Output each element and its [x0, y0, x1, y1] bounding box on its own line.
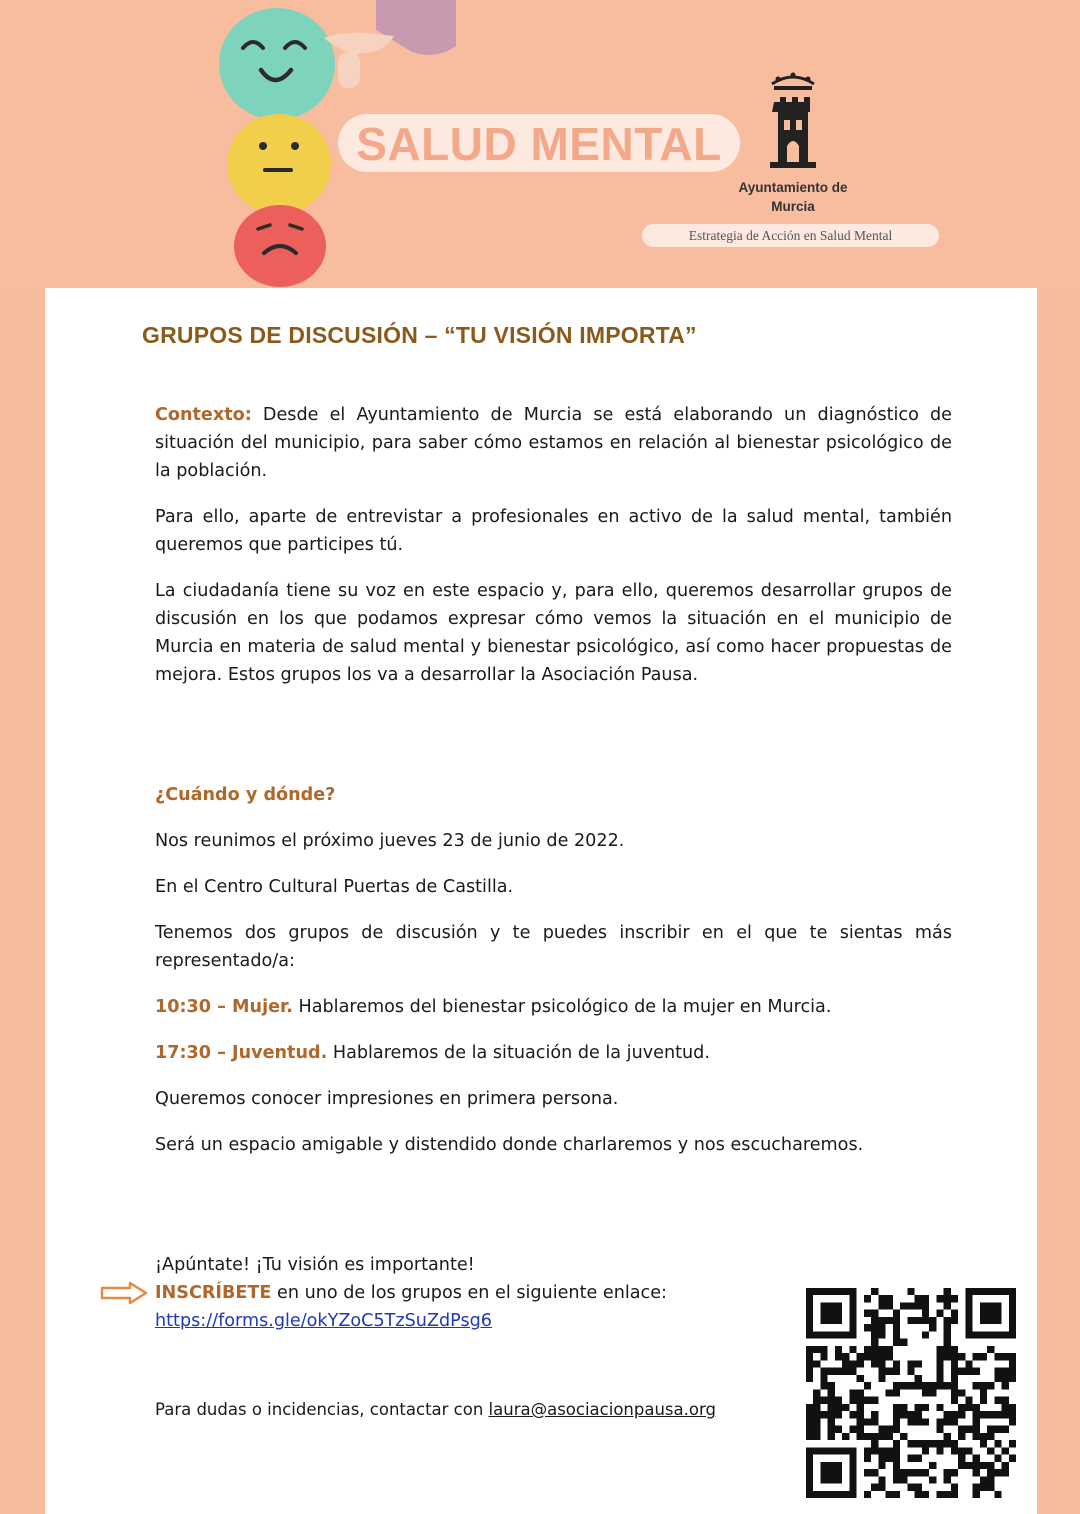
when-heading-text: ¿Cuándo y dónde?	[155, 785, 336, 805]
group-youth	[155, 1039, 952, 1067]
group-women	[155, 993, 952, 1021]
page-title: GRUPOS DE DISCUSIÓN – “TU VISIÓN IMPORTA”	[142, 322, 697, 348]
form-link[interactable]: https://forms.gle/okYZoC5TzSuZdPsg6	[155, 1311, 492, 1331]
groups-intro: Tenemos dos grupos de discusión y te puedes inscribir en el que te sientas más representado/a:	[155, 923, 952, 971]
crest-icon	[762, 68, 824, 170]
inscribete-label: INSCRÍBETE	[155, 1283, 272, 1303]
group-youth-text: Hablaremos de la situación de la juventud.	[327, 1043, 710, 1063]
friendly-space-text: Será un espacio amigable y distendido donde charlaremos y nos escucharemos.	[155, 1135, 864, 1155]
sad-face-icon	[234, 205, 326, 287]
contact-line	[155, 1398, 716, 1422]
qr-code-icon[interactable]	[806, 1288, 1016, 1498]
contact-prefix: Para dudas o incidencias, contactar con	[155, 1400, 489, 1419]
paragraph-participation: Para ello, aparte de entrevistar a profesionales en activo de la salud mental, también queremos que participes tú.	[155, 507, 952, 555]
inscribete-text: en uno de los grupos en el siguiente enlace:	[271, 1283, 667, 1303]
institution-name: Ayuntamiento de Murcia	[738, 180, 848, 214]
meeting-place: En el Centro Cultural Puertas de Castilla.	[155, 877, 514, 897]
strategy-tagline: Estrategia de Acción en Salud Mental	[642, 224, 939, 247]
neutral-face-icon	[227, 114, 331, 214]
salud-mental-logo	[338, 114, 740, 172]
contact-email-link[interactable]: laura@asociacionpausa.org	[488, 1400, 716, 1419]
when-where-heading	[155, 781, 952, 809]
context-text: Desde el Ayuntamiento de Murcia se está elaborando un diagnóstico de situación del municipio, para saber cómo estamos en relación al bienestar psicológico de la población.	[155, 405, 952, 481]
group-youth-label: 17:30 – Juventud.	[155, 1043, 328, 1063]
impressions-text: Queremos conocer impresiones en primera persona.	[155, 1089, 619, 1109]
arrow-right-icon	[100, 1281, 148, 1305]
group-women-text: Hablaremos del bienestar psicológico de la mujer en Murcia.	[292, 997, 832, 1017]
pointing-hand-icon	[316, 0, 456, 90]
context-paragraph	[155, 401, 952, 485]
context-label: Contexto:	[155, 405, 252, 425]
meeting-date: Nos reunimos el próximo jueves 23 de junio de 2022.	[155, 831, 625, 851]
header-banner	[0, 0, 1080, 288]
logo-text: SALUD MENTAL	[356, 118, 722, 170]
call-to-action: ¡Apúntate! ¡Tu visión es importante!	[155, 1255, 475, 1275]
paragraph-citizenship: La ciudadanía tiene su voz en este espacio y, para ello, queremos desarrollar grupos de discusión en los que podamos expresar cómo vemos la situación en el municipio de Murcia en materia de salud mental y bienestar psicológico, así como hacer propuestas de mejora. Estos grupos los va a desarrollar la Asociación Pausa.	[155, 581, 952, 685]
group-women-label: 10:30 – Mujer.	[155, 997, 293, 1017]
